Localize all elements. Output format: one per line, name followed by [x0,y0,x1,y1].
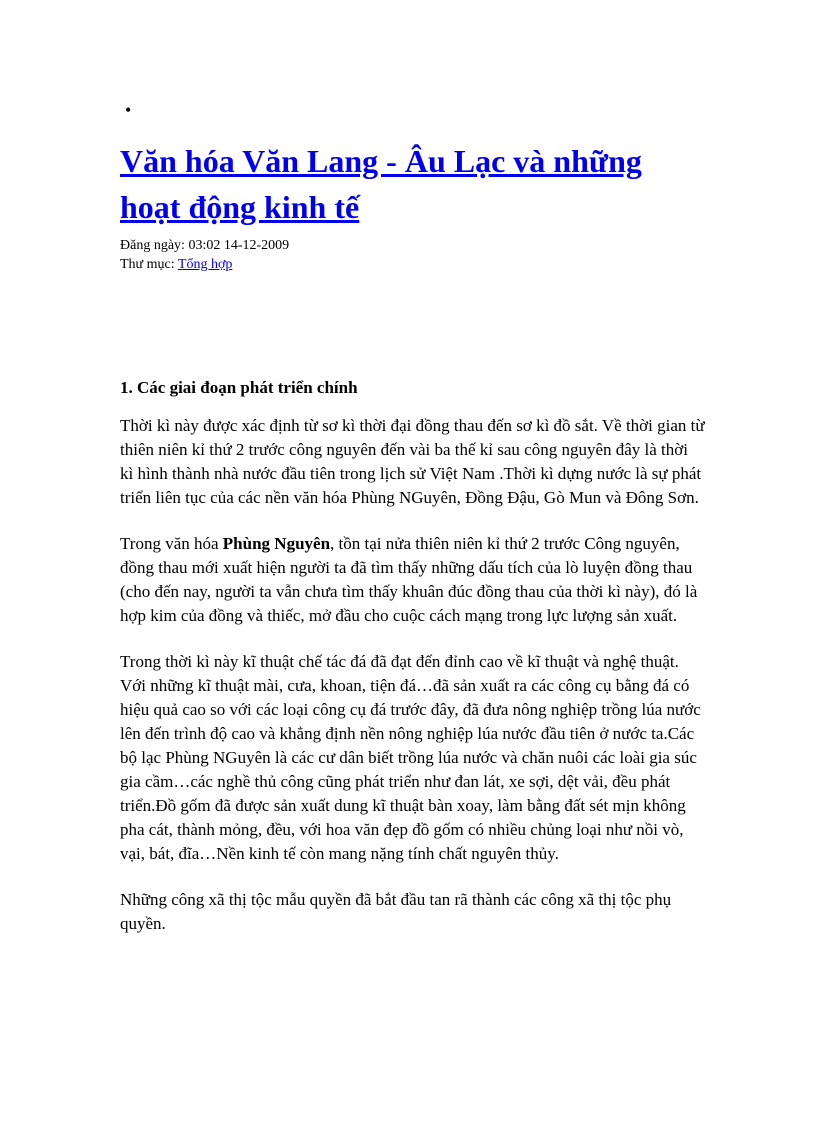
list-bullet: • [125,100,132,120]
article-title-link[interactable] [120,143,642,225]
title-line-2: hoạt động kinh tế [120,189,360,225]
article-title [120,138,700,230]
title-line-1: Văn hóa Văn Lang - Âu Lạc và những [120,143,642,179]
paragraph-3: Trong thời kì này kĩ thuật chế tác đá đã đạt đến đỉnh cao về kĩ thuật và nghệ thuật. Với những kĩ thuật mài, cưa, khoan, tiện đá…đã sản xuất ra các công cụ bằng đá có hiệu quả cao so với các loại công cụ đá trước đây, đã đưa nông nghiệp trồng lúa nước lên đến trình độ cao và khẳng định nền nông nghiệp lúa nước đầu tiên ở nước ta.Các bộ lạc Phùng NGuyên là các cư dân biết trồng lúa nước và chăn nuôi các loài gia súc gia cầm…các nghề thủ công cũng phát triển như đan lát, xe sợi, dệt vải, đều phát triển.Đồ gốm đã được sản xuất dung kĩ thuật bàn xoay, làm bằng đất sét mịn không pha cát, thành mỏng, đều, với hoa văn đẹp đồ gốm có nhiều chủng loại như nồi vò, vại, bát, đĩa…Nền kinh tế còn mang nặng tính chất nguyên thủy. [120,652,701,863]
post-date-value: 03:02 14-12-2009 [188,238,290,253]
paragraph-2-prefix: Trong văn hóa [120,534,223,553]
article-body [120,376,705,958]
post-category-link[interactable]: Tổng hợp [177,257,233,272]
paragraph-1: Thời kì này được xác định từ sơ kì thời đại đồng thau đến sơ kì đồ sắt. Về thời gian từ thiên niên kỉ thứ 2 trước công nguyên đến vài ba thế kỉ sau công nguyên đây là thời kì hình thành nhà nước đầu tiên trong lịch sử Việt Nam .Thời kì dựng nước là sự phát triển liên tục của các nền văn hóa Phùng NGuyên, Đồng Đậu, Gò Mun và Đông Sơn. [120,416,705,507]
paragraph-2 [120,532,705,628]
post-date [120,236,289,255]
paragraph-2-bold-term: Phùng Nguyên [222,534,331,553]
paragraph-2-rest: , tồn tại nửa thiên niên kỉ thứ 2 trước Công nguyên, đồng thau mới xuất hiện người ta đã tìm thấy những dấu tích của lò luyện đồng thau (cho đến nay, người ta vẫn chưa tìm thấy khuân đúc đồng thau của thời kì này), đó là hợp kim của đồng và thiếc, mở đầu cho cuộc cách mạng trong lực lượng sản xuất. [120,534,698,625]
post-category [120,255,289,274]
post-category-label: Thư mục: [120,257,175,272]
article-meta [120,236,289,274]
paragraph-4: Những công xã thị tộc mẫu quyền đã bắt đầu tan rã thành các công xã thị tộc phụ quyền. [120,890,672,933]
post-date-label: Đăng ngày: [120,238,185,253]
section-heading: 1. Các giai đoạn phát triển chính [120,378,358,397]
